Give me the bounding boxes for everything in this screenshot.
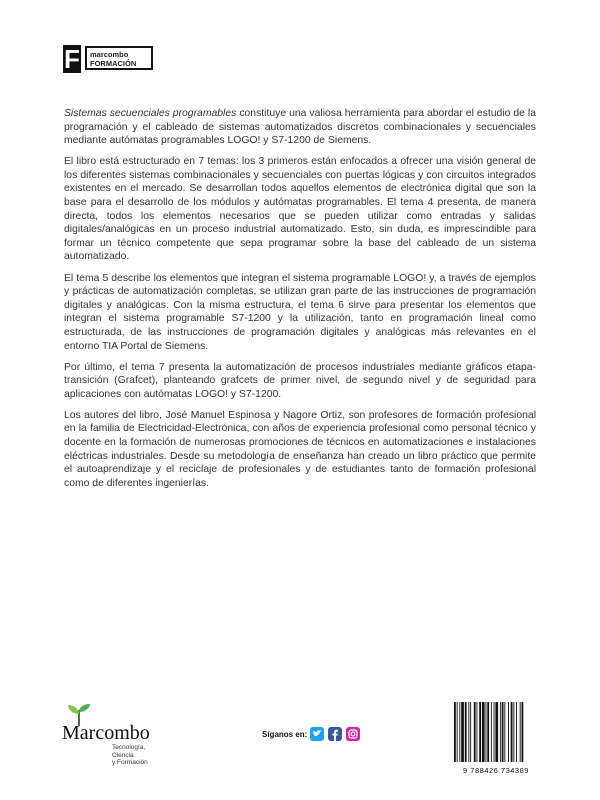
brand-tagline xyxy=(112,744,148,767)
barcode-bar xyxy=(468,702,469,762)
book-title-italic: Sistemas secuenciales programables xyxy=(64,108,237,119)
barcode-bar xyxy=(511,702,513,762)
logo-line-2: FORMACIÓN xyxy=(90,59,137,68)
logo-wordmark xyxy=(85,46,153,70)
paragraph-4: Por último, el tema 7 presenta la automatización de procesos industriales mediante gráficos etapa-transición (Grafcet), planteando grafcets de primer nivel, de segundo nivel y de seguridad para aplicaciones con autómatas LOGO! y S7-1200. xyxy=(64,361,536,400)
barcode-bar xyxy=(482,702,485,762)
barcode-bar xyxy=(477,702,478,762)
paragraph-1-rest: constituye una valiosa herramienta para abordar el estudio de la programación y el cableado de sistemas automatizados discretos combinacionales y secuenciales mediante autómatas programables LOGO! y S7-1200 de Siemens. xyxy=(64,108,537,147)
barcode-bar xyxy=(457,702,458,762)
barcode-bar xyxy=(461,702,464,762)
paragraph-5: Los autores del libro, José Manuel Espinosa y Nagore Ortiz, son profesores de formación profesional en la familia de Electricidad-Electrónica, con años de experiencia profesional como personal técnico y docente en la formación de numerosas promociones de técnicos en automatizaciones e instalaciones eléctricas industriales. Desde su metodología de enseñanza han creado un libro práctico que permite el autoaprendizaje y el reciclaje de profesionales y de estudiantes tanto de formación profesional como de diferentes ingenierías. xyxy=(64,409,536,489)
paragraph-3: El tema 5 describe los elementos que integran el sistema programable LOGO! y, a través de ejemplos y prácticas de automatización completas, se utilizan gran parte de las instrucciones de programación digitales y analógicas. Con la misma estructura, el tema 6 sirve para presentar los elementos que integran el sistema programable S7-1200 y la utilización, tanto en programación lineal como estructurada, de las instrucciones de programación digitales y analógicas más relevantes en el entorno TIA Portal de Siemens. xyxy=(64,272,536,352)
social-label: Síganos en: xyxy=(262,730,308,739)
barcode-bar xyxy=(502,702,504,762)
back-cover-text xyxy=(64,107,536,498)
barcode-bar xyxy=(487,702,489,762)
barcode-bar xyxy=(474,702,476,762)
isbn-number: 9 788426 734389 xyxy=(463,766,529,775)
barcode-bar xyxy=(520,702,521,762)
barcode-bar xyxy=(513,702,514,762)
brand-tag-2: Ciencia xyxy=(112,751,134,759)
brand-name: Marcombo xyxy=(62,722,150,744)
facebook-icon[interactable] xyxy=(328,727,342,741)
paragraph-2: El libro está estructurado en 7 temas: los 3 primeros están enfocados a ofrecer una visión general de los diferentes sistemas combinacionales y secuenciales con puertas lógicas y con circuitos integrados existentes en el mercado. Se desarrollan todos aquellos elementos de electrónica digital que son la base para el desarrollo de los módulos y autómatas programables. El tema 4 presenta, de manera directa, todos los elementos necesarios que se pueden utilizar como entradas y salidas digitales/analógicas en un proceso industrial automatizado. Esto, sin duda, es imprescindible para formar un técnico competente que sepa programar sobre la base del cableado de un sistema automatizado. xyxy=(64,156,536,263)
barcode-bar xyxy=(508,702,509,762)
instagram-icon[interactable] xyxy=(346,727,360,741)
barcode-bar xyxy=(470,702,471,762)
twitter-icon[interactable] xyxy=(310,727,324,741)
barcode-bar xyxy=(516,702,517,762)
publisher-logo xyxy=(63,45,155,75)
barcode-bar xyxy=(459,702,460,762)
barcode-bar xyxy=(495,702,498,762)
barcode-bar xyxy=(486,702,487,762)
barcode-bar xyxy=(479,702,481,762)
brand-tag-1: Tecnología, xyxy=(112,744,146,751)
marcombo-brand-logo xyxy=(60,700,180,770)
paragraph-1 xyxy=(64,107,536,148)
barcode-bar xyxy=(494,702,495,762)
logo-line-1: marcombo xyxy=(90,50,129,59)
barcode-bar xyxy=(504,702,505,762)
brand-tag-3: y Formación xyxy=(112,759,148,766)
barcode-bar xyxy=(465,702,467,762)
barcode-bar xyxy=(491,702,492,762)
barcode-bar xyxy=(522,702,524,762)
barcode-bars xyxy=(452,702,540,764)
logo-f-mark: F xyxy=(64,44,80,74)
barcode-bar xyxy=(500,702,501,762)
isbn-barcode xyxy=(452,702,540,778)
barcode-bar xyxy=(454,702,456,762)
